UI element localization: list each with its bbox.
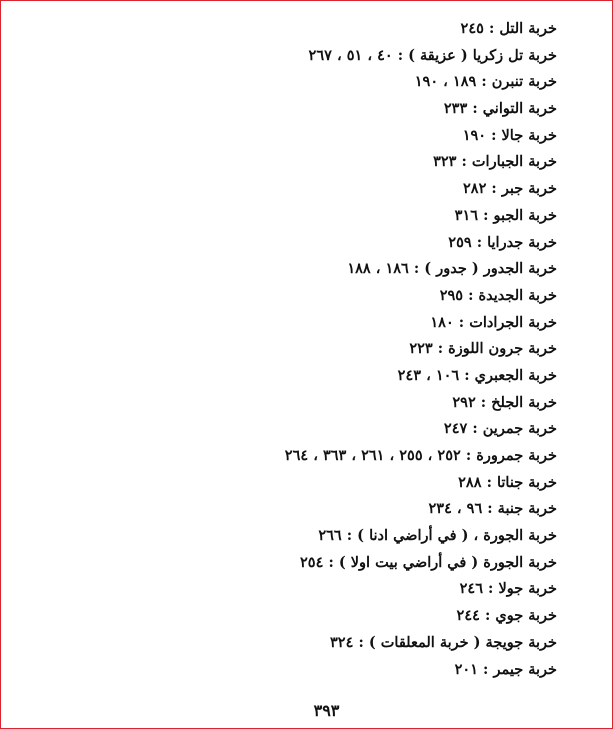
- page-number: ٣٩٣: [313, 701, 340, 720]
- index-entry: خربة جولا : ٢٤٦: [459, 580, 557, 598]
- index-entry: خربة الجبو : ٣١٦: [454, 206, 557, 224]
- index-entry: خربة جمرين : ٢٤٧: [443, 420, 557, 438]
- index-entry: خربة تنبرن : ١٨٩ ، ١٩٠: [414, 73, 557, 91]
- index-entry: خربة جويجة ( خربة المعلقات ) : ٣٢٤: [330, 633, 557, 651]
- index-entry: خربة الجدور ( جدور ) : ١٨٦ ، ١٨٨: [347, 260, 557, 278]
- index-entry: خربة الجورة ، ( في أراضي ادنا ) : ٢٦٦: [318, 527, 557, 545]
- index-entry: خربة الجلخ : ٢٩٢: [452, 393, 557, 411]
- index-entry: خربة جدرايا : ٢٥٩: [448, 233, 557, 251]
- index-entry: خربة تل زكريا ( عزيقة ) : ٤٠ ، ٥١ ، ٢٦٧: [308, 46, 557, 64]
- index-entry: خربة الجبارات : ٣٢٣: [433, 153, 557, 171]
- index-list: [37, 16, 557, 683]
- index-entry: خربة جنبة : ٩٦ ، ٢٣٤: [428, 500, 557, 518]
- index-entry: خربة جبر : ٢٨٢: [463, 180, 557, 198]
- index-entry: خربة الجديدة : ٢٩٥: [439, 286, 557, 304]
- index-entry: خربة جوي : ٢٤٤: [456, 607, 557, 625]
- index-entry: خربة جرون اللوزة : ٢٢٣: [409, 340, 557, 358]
- index-entry: خربة الجرادات : ١٨٠: [430, 313, 557, 331]
- index-entry: خربة التل : ٢٤٥: [460, 20, 557, 37]
- index-entry: خربة الجورة ( في أراضي بيت اولا ) : ٢٥٤: [300, 553, 557, 571]
- index-entry: خربة جمرورة : ٢٥٢ ، ٢٥٥ ، ٢٦١ ، ٣٦٣ ، ٢٦٤: [284, 447, 557, 464]
- index-entry: خربة جناتا : ٢٨٨: [458, 473, 557, 491]
- index-entry: خربة الجعبري : ١٠٦ ، ٢٤٣: [397, 366, 557, 384]
- index-entry: خربة جيمر : ٢٠١: [454, 660, 557, 678]
- index-entry: خربة جالا : ١٩٠: [462, 126, 557, 144]
- index-entry: خربة التواني : ٢٣٣: [443, 100, 557, 118]
